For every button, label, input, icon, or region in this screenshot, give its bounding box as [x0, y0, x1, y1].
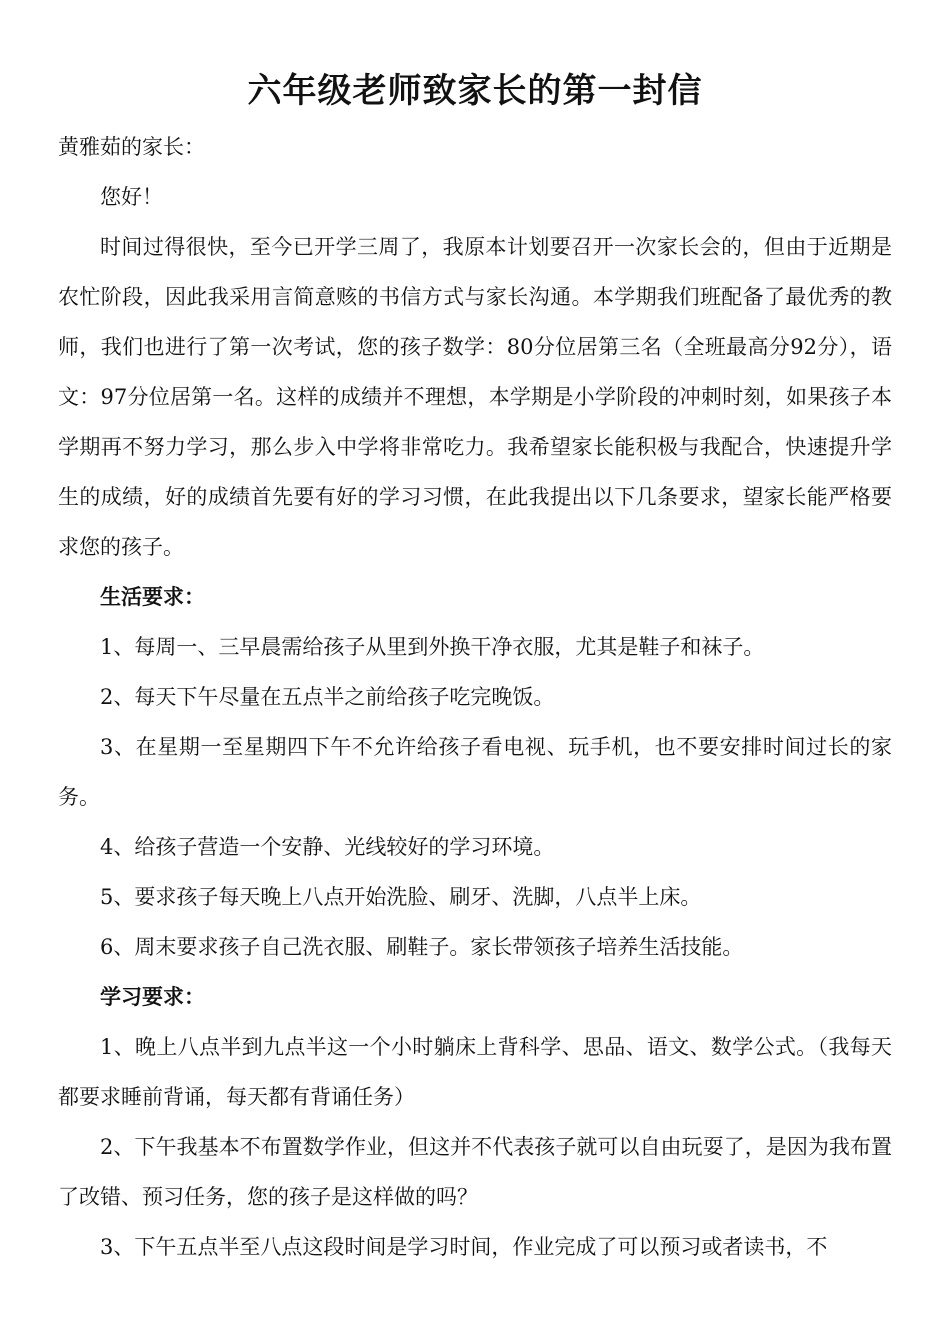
letter-body — [58, 122, 892, 1272]
life-item: 1、每周一、三早晨需给孩子从里到外换干净衣服，尤其是鞋子和袜子。 — [100, 635, 765, 659]
life-item: 3、在星期一至星期四下午不允许给孩子看电视、玩手机，也不要安排时间过长的家务。 — [58, 735, 892, 809]
life-item: 6、周末要求孩子自己洗衣服、刷鞋子。家长带领孩子培养生活技能。 — [100, 935, 744, 959]
life-item: 4、给孩子营造一个安静、光线较好的学习环境。 — [100, 835, 555, 859]
life-item: 2、每天下午尽量在五点半之前给孩子吃完晚饭。 — [100, 685, 555, 709]
greeting: 您好！ — [100, 185, 163, 209]
study-item: 2、下午我基本不布置数学作业，但这并不代表孩子就可以自由玩耍了，是因为我布置了改错、预习任务，您的孩子是这样做的吗？ — [58, 1135, 892, 1209]
life-item: 5、要求孩子每天晚上八点开始洗脸、刷牙、洗脚，八点半上床。 — [100, 885, 702, 909]
study-item: 1、晚上八点半到九点半这一个小时躺床上背科学、思品、语文、数学公式。（我每天都要求睡前背诵，每天都有背诵任务） — [58, 1035, 892, 1109]
intro-paragraph: 时间过得很快，至今已开学三周了，我原本计划要召开一次家长会的，但由于近期是农忙阶段，因此我采用言简意赅的书信方式与家长沟通。本学期我们班配备了最优秀的教师，我们也进行了第一次考试，您的孩子数学：80分位居第三名（全班最高分92分），语文：97分位居第一名。这样的成绩并不理想，本学期是小学阶段的冲刺时刻，如果孩子本学期再不努力学习，那么步入中学将非常吃力。我希望家长能积极与我配合，快速提升学生的成绩，好的成绩首先要有好的学习习惯，在此我提出以下几条要求，望家长能严格要求您的孩子。 — [58, 235, 892, 559]
letter-title: 六年级老师致家长的第一封信 — [247, 71, 703, 111]
life-requirements-heading: 生活要求： — [100, 585, 205, 609]
study-requirements-heading: 学习要求： — [100, 985, 205, 1009]
study-item: 3、下午五点半至八点这段时间是学习时间，作业完成了可以预习或者读书，不 — [100, 1235, 828, 1259]
salutation: 黄雅茹的家长： — [58, 135, 205, 159]
